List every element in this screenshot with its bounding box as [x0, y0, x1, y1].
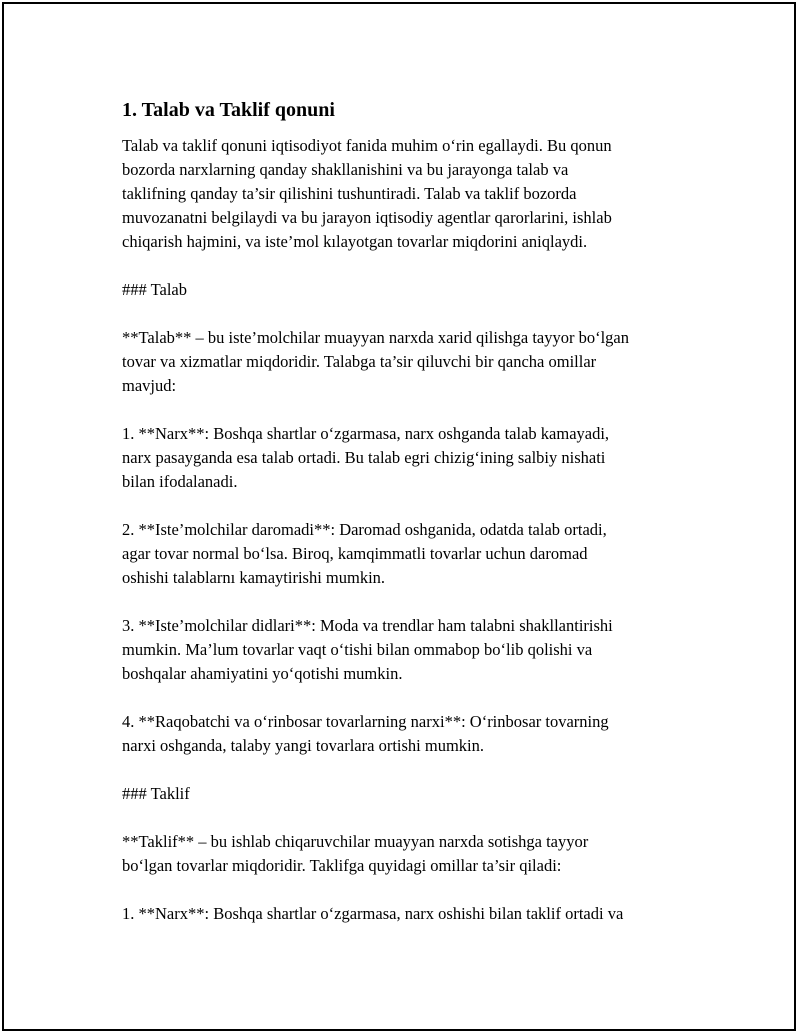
text-line: Talab va taklif qonuni iqtisodiyot fanida muhim o‘rin egallaydi. Bu qonun: [122, 136, 612, 155]
text-line: mavjud:: [122, 376, 177, 395]
text-line: bozorda narxlarning qanday shakllanishini va bu jarayonga talab va: [122, 160, 569, 179]
document-body: [122, 96, 702, 950]
paragraph: [122, 134, 702, 254]
text-line: oshishi talablarnı kamaytirishi mumkin.: [122, 568, 386, 587]
text-line: **Taklif** – bu ishlab chiqaruvchilar muayyan narxda sotishga tayyor: [122, 832, 589, 851]
paragraph: [122, 710, 702, 758]
paragraph: [122, 326, 702, 398]
text-line: tovar va xizmatlar miqdoridir. Talabga ta’sir qiluvchi bir qancha omillar: [122, 352, 597, 371]
text-line: 2. **Iste’molchilar daromadi**: Daromad oshganida, odatda talab ortadi,: [122, 520, 607, 539]
paragraph: [122, 782, 702, 806]
text-line: **Talab** – bu iste’molchilar muayyan narxda xarid qilishga tayyor bo‘lgan: [122, 328, 629, 347]
text-line: 3. **Iste’molchilar didlari**: Moda va trendlar ham talabni shakllantirishi: [122, 616, 613, 635]
document-heading: 1. Talab va Taklif qonuni: [122, 99, 335, 121]
text-line: 1. **Narx**: Boshqa shartlar o‘zgarmasa, narx oshishi bilan taklif ortadi va: [122, 904, 624, 923]
paragraph: [122, 830, 702, 878]
text-line: 4. **Raqobatchi va o‘rinbosar tovarlarning narxi**: O‘rinbosar tovarning: [122, 712, 609, 731]
paragraph: [122, 422, 702, 494]
text-line: bo‘lgan tovarlar miqdoridir. Taklifga quyidagi omillar ta’sir qiladi:: [122, 856, 562, 875]
text-line: agar tovar normal bo‘lsa. Biroq, kamqimmatli tovarlar uchun daromad: [122, 544, 588, 563]
paragraph: [122, 518, 702, 590]
paragraph: [122, 614, 702, 686]
text-line: chiqarish hajmini, va iste’mol kılayotgan tovarlar miqdorini aniqlaydi.: [122, 232, 588, 251]
text-line: narx pasayganda esa talab ortadi. Bu talab egri chizig‘ining salbiy nishati: [122, 448, 606, 467]
paragraph: [122, 902, 702, 926]
text-line: boshqalar ahamiyatini yo‘qotishi mumkin.: [122, 664, 403, 683]
text-line: bilan ifodalanadi.: [122, 472, 238, 491]
text-line: narxi oshganda, talaby yangi tovarlara ortishi mumkin.: [122, 736, 484, 755]
paragraph-list: [122, 134, 702, 926]
text-line: 1. **Narx**: Boshqa shartlar o‘zgarmasa, narx oshganda talab kamayadi,: [122, 424, 610, 443]
text-line: ### Talab: [122, 280, 187, 299]
paragraph: [122, 278, 702, 302]
text-line: muvozanatni belgilaydi va bu jarayon iqtisodiy agentlar qarorlarini, ishlab: [122, 208, 612, 227]
text-line: taklifning qanday ta’sir qilishini tushuntiradi. Talab va taklif bozorda: [122, 184, 577, 203]
page-frame: [2, 2, 796, 1031]
text-line: ### Taklif: [122, 784, 190, 803]
text-line: mumkin. Ma’lum tovarlar vaqt o‘tishi bilan ommabop bo‘lib qolishi va: [122, 640, 593, 659]
